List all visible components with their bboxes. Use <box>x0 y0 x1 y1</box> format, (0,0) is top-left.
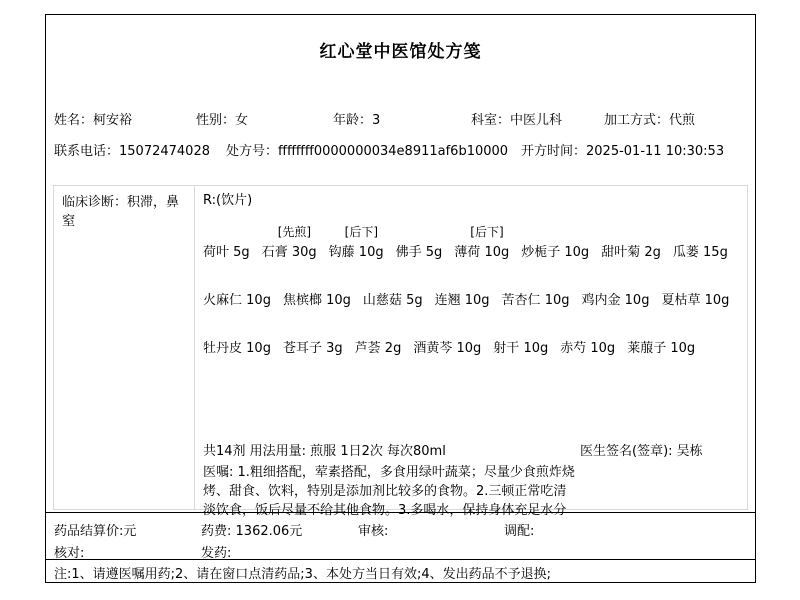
phone-label: 联系电话： <box>54 144 120 159</box>
department-label: 科室： <box>471 113 511 128</box>
field-patient-name <box>54 109 132 128</box>
processing-label: 加工方式： <box>604 113 670 128</box>
herb-item <box>355 338 402 359</box>
patient-age-value: 3 <box>372 113 381 128</box>
herb-name-dose: 石膏 30g <box>261 245 317 260</box>
settlement-label: 药品结算价: <box>54 524 124 539</box>
herb-item <box>262 223 317 263</box>
rx-number-value: ffffffff0000000034e8911af6b10000 <box>278 144 509 159</box>
herb-name-dose: 夏枯草 10g <box>661 293 730 308</box>
patient-name-value: 柯安裕 <box>93 113 133 128</box>
prescription-sheet <box>45 14 756 583</box>
rx-number-label: 处方号： <box>226 144 279 159</box>
footer-divider-top <box>46 512 755 513</box>
herb-item <box>203 338 271 359</box>
footer-divider-bottom <box>46 559 755 560</box>
herb-name-dose: 甜叶菊 2g <box>601 245 661 260</box>
patient-gender-value: 女 <box>235 113 249 128</box>
herb-item <box>502 290 570 311</box>
processing-value: 代煎 <box>669 113 696 128</box>
usage-summary: 共14剂 用法用量: 煎服 1日2次 每次80ml <box>203 444 446 459</box>
herb-item <box>601 242 661 263</box>
herb-item <box>627 338 695 359</box>
doctor-advice: 医嘱: 1.粗细搭配，荤素搭配，多食用绿叶蔬菜；尽量少食煎炸烧烤、甜食、饮料，特别是添加剂比较多的食物。2.三顿正常吃清淡饮食，饭后尽量不给其他食物。3.多喝水，保持身体充足水分 <box>203 465 575 518</box>
herb-item <box>560 338 615 359</box>
page-title: 红心堂中医馆处方笺 <box>319 42 482 62</box>
herb-item <box>435 290 490 311</box>
herb-item <box>673 242 728 263</box>
doctor-signature <box>580 443 703 461</box>
herb-name-dose: 芦荟 2g <box>354 341 402 356</box>
herb-row-3 <box>203 338 739 359</box>
herb-name-dose: 焦槟榔 10g <box>282 293 351 308</box>
herb-name-dose: 火麻仁 10g <box>203 293 271 308</box>
footer-notes: 注:1、请遵医嘱用药;2、请在窗口点清药品;3、本处方当日有效;4、发出药品不予退换; <box>54 567 551 582</box>
patient-name-label: 姓名： <box>54 113 94 128</box>
herb-name-dose: 苍耳子 3g <box>282 341 343 356</box>
issue-time-label: 开方时间： <box>521 144 587 159</box>
herb-item <box>396 242 443 263</box>
rx-header: R:(饮片) <box>203 193 253 208</box>
herb-item <box>363 290 423 311</box>
herb-item <box>521 242 589 263</box>
herb-decoction-note: [先煎] <box>277 225 312 239</box>
field-department <box>471 109 562 128</box>
herb-name-dose: 牡丹皮 10g <box>203 341 271 356</box>
patient-age-label: 年龄： <box>333 113 373 128</box>
field-settlement-price <box>54 520 136 539</box>
prescription-table <box>53 185 748 518</box>
herb-name-dose: 佛手 5g <box>395 245 443 260</box>
herb-name-dose: 荷叶 5g <box>203 245 250 260</box>
herb-decoction-note: [后下] <box>344 225 379 239</box>
herb-name-dose: 钩藤 10g <box>328 245 384 260</box>
herb-name-dose: 连翘 10g <box>434 293 490 308</box>
field-processing-method <box>604 109 695 128</box>
settlement-value: 元 <box>123 524 137 539</box>
diagnosis-value: 积滞，鼻窒 <box>62 195 180 229</box>
patient-gender-label: 性别： <box>196 113 236 128</box>
department-value: 中医儿科 <box>510 113 563 128</box>
field-dispense: 调配: <box>504 524 535 539</box>
herb-item <box>203 242 250 263</box>
field-phone <box>54 140 210 159</box>
field-medicine-fee <box>201 520 302 539</box>
field-issue-time <box>521 140 724 159</box>
herb-item <box>329 223 384 263</box>
herb-item <box>493 338 548 359</box>
herb-name-dose: 炒栀子 10g <box>521 245 590 260</box>
herb-row-2 <box>203 290 739 311</box>
field-issue-medicine: 发药: <box>201 546 232 561</box>
field-patient-gender <box>196 109 248 128</box>
doctor-signature-label: 医生签名(签章): <box>580 444 673 459</box>
phone-value: 15072474028 <box>119 144 210 159</box>
field-check: 核对: <box>54 546 85 561</box>
fee-value: 1362.06元 <box>235 524 303 539</box>
herb-item <box>283 290 351 311</box>
herb-item <box>661 290 729 311</box>
rx-content-cell <box>195 186 747 526</box>
herb-name-dose: 苦杏仁 10g <box>501 293 570 308</box>
herb-name-dose: 鸡内金 10g <box>581 293 650 308</box>
herb-item <box>582 290 650 311</box>
field-patient-age <box>333 109 380 128</box>
doctor-name: 吴栋 <box>676 444 703 459</box>
clinical-diagnosis-cell <box>54 186 195 509</box>
herb-decoction-note: [后下] <box>470 225 504 239</box>
fee-label: 药费: <box>201 524 232 539</box>
herb-item <box>454 223 509 263</box>
herb-item <box>413 338 481 359</box>
herb-name-dose: 赤芍 10g <box>560 341 616 356</box>
herb-name-dose: 瓜蒌 15g <box>672 245 728 260</box>
issue-time-value: 2025-01-11 10:30:53 <box>586 144 725 159</box>
usage-summary-row <box>203 443 739 461</box>
field-rx-number <box>226 140 508 159</box>
herb-name-dose: 山慈菇 5g <box>362 293 423 308</box>
herb-name-dose: 射干 10g <box>493 341 549 356</box>
herb-name-dose: 莱菔子 10g <box>627 341 696 356</box>
herb-item <box>283 338 343 359</box>
herb-name-dose: 酒黄芩 10g <box>413 341 482 356</box>
field-review: 审核: <box>358 524 389 539</box>
herb-row-1 <box>203 223 739 263</box>
herb-name-dose: 薄荷 10g <box>454 245 510 260</box>
diagnosis-label: 临床诊断： <box>62 195 128 210</box>
herb-item <box>203 290 271 311</box>
